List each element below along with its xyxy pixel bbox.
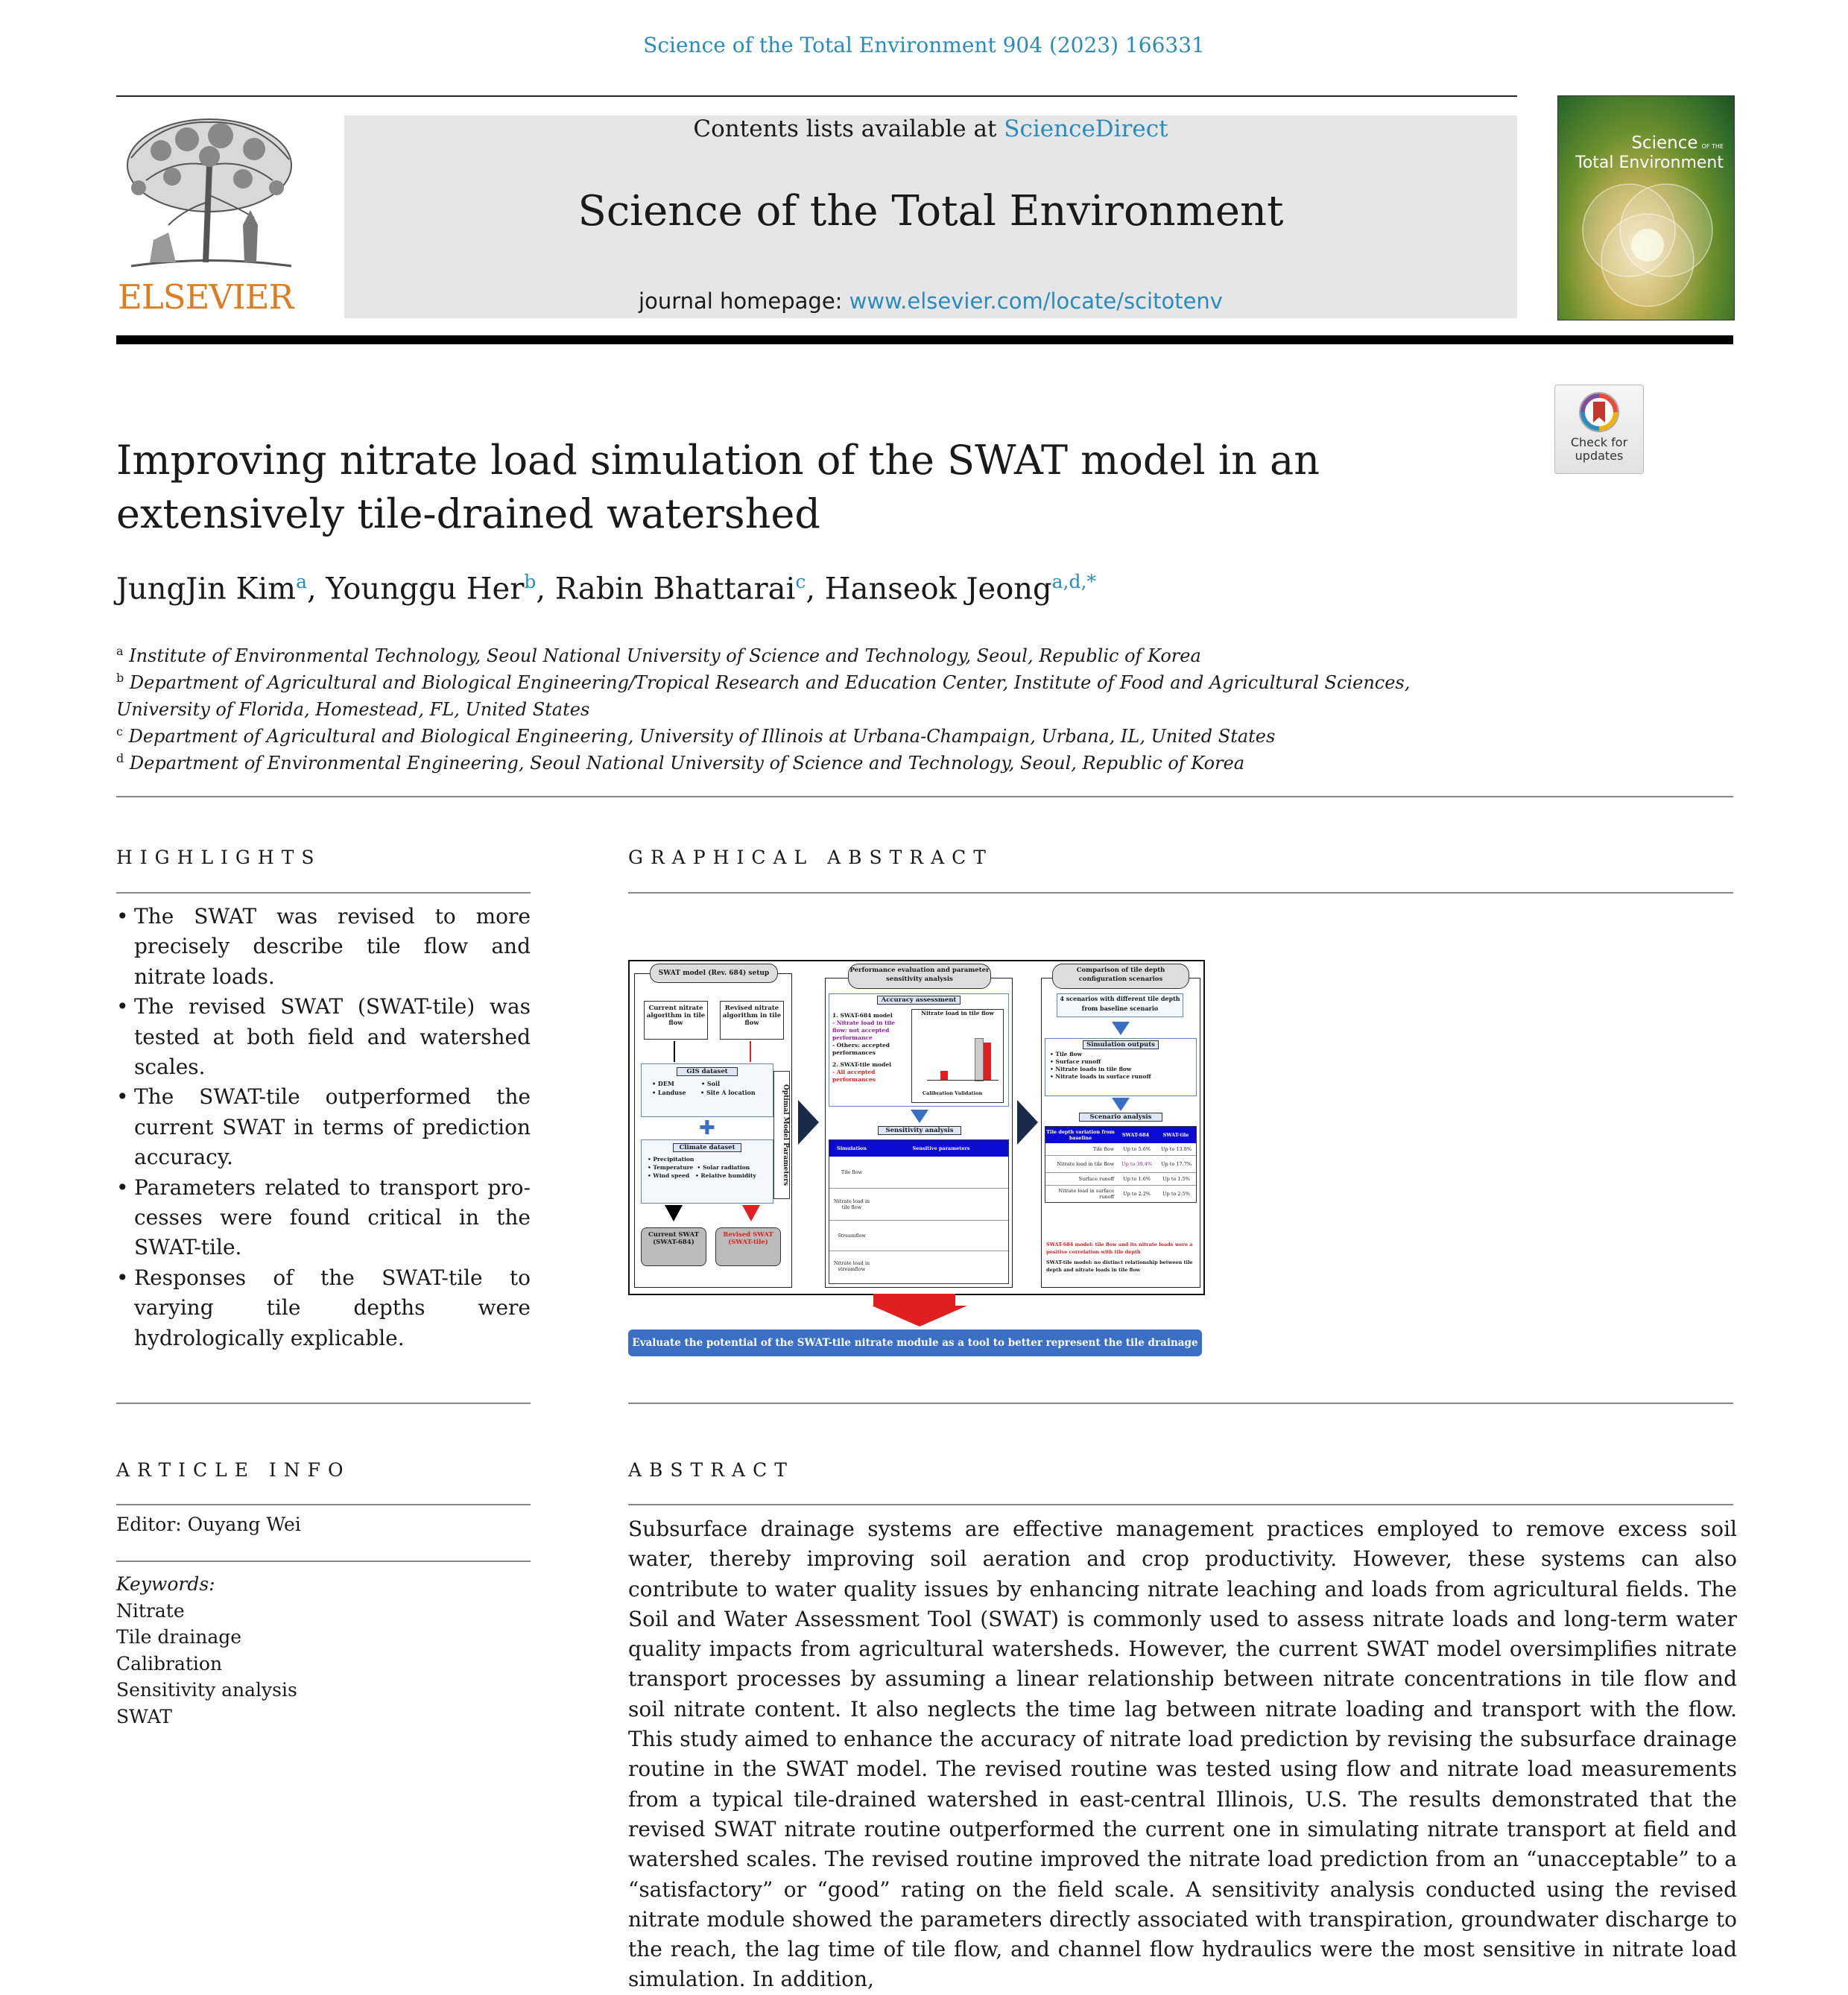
homepage-line — [344, 288, 1517, 314]
affiliation — [116, 745, 1532, 777]
abstract-text: Subsurface drainage systems are effective management practices employed to remove excess soil water, thereby improving soil aeration and crop productivity. However, these systems can also contribute to water quality issues by enhancing nitrate leaching and loads from agricultural fields. The Soil and Water Assessment Tool (SWAT) is commonly used to assess nitrate loads and long-term water quality impacts from agricultural watersheds. However, the current SWAT model oversimplifies nitrate transport processes by assuming a linear relationship between nitrate concentrations in tile flow and soil nitrate content. It also neglects the time lag between nitrate loading and transport with the flow. This study aimed to enhance the accuracy of nitrate load prediction by revising the subsurface drainage routine in the SWAT model. The revised routine was tested using flow and nitrate load measurements from a typical tile-drained watershed in east-central Illinois, U.S. The results demonstrated that the revised SWAT nitrate routine outperformed the current one in simulating nitrate transport at field and watershed scales. The revised routine improved the nitrate load prediction from an “unacceptable” to a “satisfactory” or “good” rating on the field scale. A sensitivity analysis conducted using the revised nitrate module showed the parameters directly associated with transpiration, groundwater discharge to the reach, the lag time of tile flow, and channel flow hydraulics were the most sensitive in nitrate load simulation. In addition, — [628, 1517, 1737, 1992]
ga-scen-cell: Up to 17.7% — [1161, 1161, 1192, 1167]
graphical-abstract-heading: GRAPHICAL ABSTRACT — [628, 847, 993, 868]
cover-title-line1: Science — [1631, 133, 1698, 153]
ga-scen-cell: Up to 39.4% — [1121, 1161, 1153, 1167]
ga-acc-line: - Nitrate load in tile flow: not accepted performance — [832, 1019, 895, 1041]
ga-bottom-rule — [628, 1403, 1733, 1404]
author-affil-ref[interactable]: b — [524, 571, 537, 592]
ga-climate-item: Precipitation — [653, 1156, 694, 1163]
keyword: Tile drainage — [116, 1626, 242, 1648]
ga-scenario-table — [1045, 1126, 1197, 1203]
ga-sim-output: Tile flow — [1055, 1051, 1082, 1057]
cover-title-line2: Total Environment — [1575, 154, 1724, 172]
ga-chart-bar — [984, 1043, 991, 1080]
ga-sens-row: Nitrate load in tile flow — [833, 1198, 870, 1210]
article-info-rule — [116, 1504, 531, 1505]
abstract-rule — [628, 1504, 1733, 1505]
affiliation-label: d — [116, 751, 124, 765]
list-item: • Parameters related to transport processes were found critical in the SWAT-tile. — [116, 1173, 531, 1263]
arrow-down-red-icon — [873, 1294, 955, 1306]
ga-sensitivity-table — [829, 1139, 1009, 1284]
affiliation-text: Department of Environmental Engineering, Seoul National University of Science and Technology, Seoul, Republic of Korea — [129, 753, 1245, 774]
ga-scen-header: Tile depth variation from baseline — [1046, 1129, 1115, 1141]
ga-chart-legend: Calibration Validation — [923, 1090, 983, 1096]
graphical-abstract-rule — [628, 892, 1733, 894]
list-item: • The SWAT-tile outperformed the current SWAT in terms of prediction accuracy. — [116, 1082, 531, 1172]
cover-title-of: OF THE — [1701, 143, 1724, 150]
ga-sim-output: Nitrate loads in surface runoff — [1055, 1073, 1151, 1080]
ga-chart-title: Nitrate load in tile flow — [921, 1010, 994, 1017]
journal-cover[interactable] — [1557, 95, 1735, 320]
ga-climate-item: Solar radiation — [702, 1164, 750, 1171]
arrow-down-red-icon — [742, 1205, 760, 1221]
ga-panel-title: SWAT model (Rev. 684) setup — [650, 964, 778, 983]
ga-sim-outputs-box: Simulation outputs • Tile flow • Surface runoff • Nitrate loads in tile flow • Nitrate loads in surface runoff — [1045, 1038, 1197, 1096]
ga-scen-cell: Up to 13.8% — [1161, 1146, 1192, 1152]
affiliation-text: Institute of Environmental Technology, Seoul National University of Science and Technology, Seoul, Republic of Korea — [129, 645, 1201, 666]
ga-scen-cell: Up to 2.2% — [1123, 1191, 1151, 1197]
ga-climate-item: Relative humidity — [700, 1172, 756, 1179]
ga-chart-axis — [927, 1080, 999, 1081]
highlights-bottom-rule — [116, 1403, 531, 1404]
ga-sensitivity-title: Sensitivity analysis — [878, 1126, 961, 1135]
ga-mini-chart — [911, 1009, 1004, 1103]
journal-title: Science of the Total Environment — [578, 187, 1284, 235]
ga-scen-header: SWAT-684 — [1121, 1132, 1150, 1138]
arrow-down-icon — [1112, 1022, 1130, 1035]
arrow-right-icon — [798, 1100, 819, 1145]
ga-scen-cell: Up to 1.6% — [1123, 1176, 1151, 1182]
ga-side-label: Optimal Model Parameters — [773, 1071, 790, 1199]
arrow-down-red-icon — [872, 1306, 967, 1327]
ga-box-current-algo: Current nitrate algorithm in tile flow — [644, 1001, 708, 1040]
ga-scenario-title: Scenario analysis — [1079, 1113, 1162, 1122]
ga-sens-header: Simulation — [837, 1145, 867, 1151]
ga-sens-header: Sensitive parameters — [912, 1145, 970, 1151]
author-affil-ref[interactable]: a — [296, 571, 307, 592]
affiliation — [116, 665, 1495, 723]
contents-line — [344, 116, 1517, 142]
ga-sens-row: Nitrate load in streamflow — [833, 1260, 870, 1272]
journal-banner — [344, 116, 1517, 318]
ga-accuracy-text — [832, 1012, 907, 1084]
contents-prefix: Contents lists available at — [693, 116, 1004, 142]
bookmark-icon — [1578, 391, 1620, 433]
author-name[interactable]: Younggu Her — [326, 572, 525, 607]
elsevier-tree-icon — [116, 113, 303, 279]
list-item: • Responses of the SWAT-tile to varying tile depths were hydrologically explicable. — [116, 1263, 531, 1353]
homepage-prefix: journal homepage: — [639, 288, 849, 314]
ga-sens-row: Tile flow — [841, 1169, 863, 1175]
ga-acc-line: 2. SWAT-tile model — [832, 1061, 892, 1068]
ga-panel-title: Comparison of tile depth configuration scenarios — [1052, 964, 1189, 989]
cover-title — [1575, 135, 1724, 172]
ga-panel-setup — [634, 970, 792, 1288]
keyword: Nitrate — [116, 1599, 185, 1622]
sciencedirect-link[interactable]: ScienceDirect — [1004, 116, 1168, 142]
ga-climate-title: Climate dataset — [673, 1143, 741, 1152]
check-for-updates-badge[interactable] — [1554, 385, 1644, 474]
ga-scen-cell: Nitrate load in surface runoff — [1058, 1188, 1115, 1200]
ga-chart-bar — [975, 1038, 984, 1081]
affiliation-label: c — [116, 724, 123, 739]
author-affil-ref[interactable]: c — [795, 571, 806, 592]
ga-scen-cell: Surface runoff — [1078, 1176, 1115, 1182]
ga-scen-note: SWAT-tile model: no distinct relationship between tile depth and nitrate loads in tile flow — [1046, 1259, 1193, 1273]
ga-acc-line: 1. SWAT-684 model — [832, 1012, 893, 1019]
ga-climate-box: Climate dataset • Precipitation • Temperature • Solar radiation • Wind speed • Relative humidity — [641, 1139, 773, 1204]
ga-accuracy-box — [829, 993, 1009, 1107]
list-item: • The revised SWAT (SWAT-tile) was tested at both field and watershed scales. — [116, 992, 531, 1082]
arrow-down-icon — [911, 1110, 928, 1123]
ga-climate-item: Temperature — [653, 1164, 694, 1171]
ga-bottom-bar: Evaluate the potential of the SWAT-tile nitrate module as a tool to better represent the tile drainage system — [628, 1330, 1202, 1356]
affiliation-label: b — [116, 671, 124, 685]
ga-sim-output: Nitrate loads in tile flow — [1055, 1066, 1132, 1072]
highlights-rule — [116, 892, 531, 894]
author-name[interactable]: Rabin Bhattarai — [554, 572, 796, 607]
article-info-heading: ARTICLE INFO — [116, 1459, 351, 1481]
ga-scen-cell: Up to 1.5% — [1162, 1176, 1190, 1182]
arrow-down-icon — [665, 1205, 683, 1221]
affiliation-divider — [116, 796, 1733, 797]
ga-gis-item: DEM — [657, 1080, 674, 1087]
graphical-abstract-figure[interactable] — [628, 960, 1205, 1295]
ga-scen-note: SWAT-684 model: tile flow and its nitrate loads were a positive correlation with tile depth — [1046, 1242, 1193, 1255]
ga-acc-line: - Others: accepted performances — [832, 1042, 890, 1056]
top-divider — [116, 95, 1517, 97]
ga-panel-performance — [825, 967, 1013, 1288]
ga-scenarios-box: 4 scenarios with different tile depth from baseline scenario — [1057, 993, 1183, 1017]
list-item: • The SWAT was revised to more precisely describe tile flow and nitrate loads. — [116, 902, 531, 992]
ga-scen-cell: Up to 5.6% — [1123, 1146, 1151, 1152]
ga-scen-cell: Nitrate load in tile flow — [1057, 1161, 1115, 1167]
ga-gis-box: GIS dataset • DEM • Soil • Landuse • Site A location — [641, 1063, 773, 1117]
ga-gis-item: Soil — [706, 1080, 721, 1087]
ga-chart-bar — [940, 1071, 948, 1080]
ga-acc-line: - All accepted performances — [832, 1069, 876, 1083]
author-name[interactable]: JungJin Kim — [116, 572, 297, 607]
ga-panel-scenarios — [1041, 967, 1200, 1288]
ga-gis-item: Site A location — [706, 1089, 756, 1096]
homepage-link[interactable]: www.elsevier.com/locate/scitotenv — [849, 288, 1223, 314]
journal-citation[interactable]: Science of the Total Environment 904 (2023) 166331 — [643, 33, 1205, 57]
article-title: Improving nitrate load simulation of the SWAT model in an extensively tile-drained watershed — [116, 437, 1320, 537]
ga-scen-cell: Up to 2.5% — [1162, 1191, 1190, 1197]
highlights-list — [116, 902, 531, 1353]
arrow-right-icon — [1017, 1100, 1038, 1145]
affiliation-text: Department of Agricultural and Biological Engineering/Tropical Research and Education Center, Institute of Food and Agricultural Sciences, University of Florida, Homestead, FL, United States — [116, 672, 1411, 720]
check-updates-text: Check for updates — [1570, 435, 1628, 463]
editor-line: Editor: Ouyang Wei — [116, 1514, 301, 1535]
affiliation-label: a — [116, 644, 124, 658]
keyword: Sensitivity analysis — [116, 1679, 297, 1701]
keyword: SWAT — [116, 1705, 172, 1727]
ga-sens-row: Streamflow — [838, 1233, 866, 1239]
ga-revised-swat: Revised SWAT (SWAT-tile) — [715, 1227, 781, 1266]
ga-accuracy-title: Accuracy assessment — [877, 996, 961, 1005]
ga-scen-notes — [1046, 1241, 1195, 1274]
keywords-heading: Keywords: — [116, 1573, 215, 1595]
keyword: Calibration — [116, 1652, 223, 1675]
ga-panel-title: Performance evaluation and parameter sensitivity analysis — [848, 964, 991, 989]
publisher-name: ELSEVIER — [118, 277, 294, 317]
highlights-heading: HIGHLIGHTS — [116, 847, 322, 868]
editor-rule — [116, 1561, 531, 1562]
ga-gis-title: GIS dataset — [677, 1067, 738, 1076]
ga-current-swat: Current SWAT (SWAT-684) — [641, 1227, 706, 1266]
author-name[interactable]: Hanseok Jeong — [824, 572, 1052, 607]
plus-icon: ✚ — [699, 1117, 715, 1139]
ga-box-revised-algo: Revised nitrate algorithm in tile flow — [720, 1001, 784, 1040]
arrow-down-red-icon — [750, 1041, 751, 1062]
cover-circles-graphic — [1558, 96, 1734, 320]
author-list: JungJin Kim$^a$, Younggu Her$^b$, Rabin Bhattarai$^c$, Hanseok Jeong$^{a,d,*}$ — [116, 571, 1096, 607]
author-affil-ref[interactable]: a,d,* — [1051, 571, 1096, 592]
ga-sim-output: Surface runoff — [1055, 1058, 1101, 1065]
ga-gis-item: Landuse — [657, 1089, 686, 1096]
abstract-heading: ABSTRACT — [628, 1459, 794, 1481]
ga-sim-outputs-title: Simulation outputs — [1083, 1040, 1159, 1049]
arrow-down-icon — [1112, 1098, 1130, 1111]
elsevier-logo[interactable] — [116, 113, 303, 322]
ga-scen-header: SWAT-tile — [1162, 1132, 1189, 1138]
ga-scen-cell: Tile flow — [1092, 1146, 1115, 1152]
keywords-block — [116, 1571, 297, 1730]
affiliation-text: Department of Agricultural and Biological Engineering, University of Illinois at Urbana-Champaign, Urbana, IL, United States — [128, 726, 1276, 747]
ga-climate-item: Wind speed — [653, 1172, 690, 1179]
arrow-down-icon — [674, 1041, 675, 1062]
header-thick-divider — [116, 335, 1733, 344]
